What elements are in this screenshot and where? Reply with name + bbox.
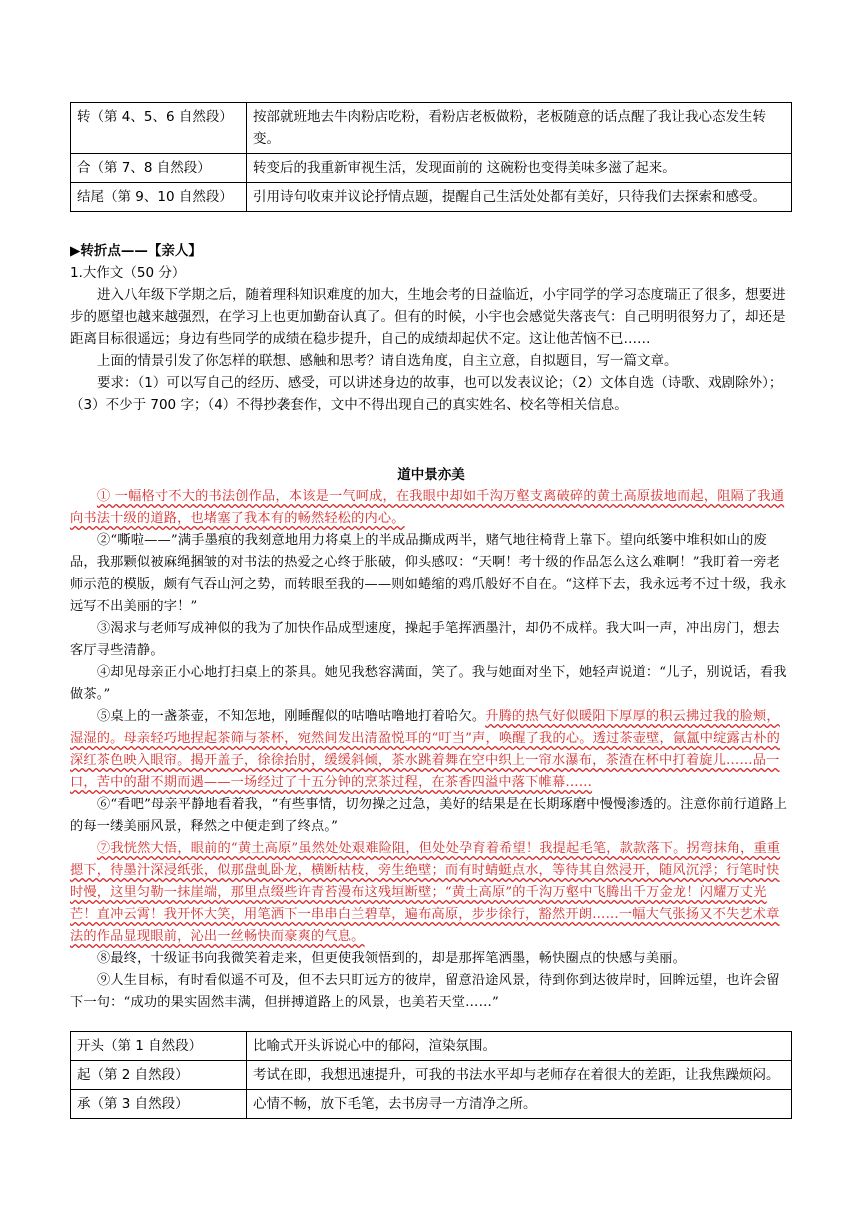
- prompt-paragraph: 进入八年级下学期之后，随着理科知识难度的加大，生地会考的日益临近，小宇同学的学习态度瑞正了很多，想要进步的愿望也越来越强烈，在学习上也更加勤奋认真了。但有的时候，小宇也会感觉失落丧气：自己明明很努力了，却还是距离目标很遥远；身边有些同学的成绩在稳步提升，自己的成绩却起伏不定。这让他苦恼不已……: [70, 287, 786, 347]
- table-row: [71, 103, 792, 154]
- top-outline-table-wrap: [70, 102, 792, 212]
- outline-key: 起（第 2 自然段）: [71, 1061, 247, 1090]
- essay-paragraph: ⑨人生目标，有时看似遥不可及，但不去只盯远方的彼岸，留意沿途风景，待到你到达彼岸时，回眸远望，也许会留下一句：“成功的果实固然丰满，但拼搏道路上的风景，也美若天堂……”: [70, 973, 780, 1010]
- outline-value: 按部就班地去牛肉粉店吃粉，看粉店老板做粉，老板随意的话点醒了我让我心态发生转变。: [247, 103, 792, 154]
- top-outline-table: [70, 102, 792, 212]
- essay-paragraph: [70, 706, 792, 794]
- outline-value: 考试在即，我想迅速提升，可我的书法水平却与老师存在着很大的差距，让我焦躁烦闷。: [247, 1061, 792, 1090]
- essay-text: ⑤桌上的一盏茶壶，不知怎地，刚睡醒似的咕噜咕噜地打着哈欠。: [97, 709, 486, 724]
- bottom-outline-table: [70, 1031, 792, 1119]
- task-section: [70, 240, 792, 416]
- highlighted-text: 升腾的热气好似暖阳下厚厚的积云拂过我的脸颊，湿湿的。母亲轻巧地捏起茶筛与茶杯，宛然间发出清盈悦耳的“叮当”声，唤醒了我的心。透过茶壶壁，氤氲中绽露古朴的深红茶色映入眼帘。揭开盖子，徐徐抬肘，缓缓斜倾，茶水跳着舞在空中织上一帘水瀑布，茶渣在杯中打着旋儿……品一口，苦中的甜不期而遇——一场经过了十五分钟的烹茶过程，在茶香四溢中落下帷幕……: [70, 709, 781, 790]
- outline-key: 合（第 7、8 自然段）: [71, 154, 247, 183]
- essay-paragraph: ⑧最终，十级证书向我微笑着走来，但更使我领悟到的，却是那挥笔洒墨，畅快圈点的快感与美丽。: [97, 951, 687, 966]
- task-title: 1.大作文（50 分）: [70, 265, 186, 281]
- requirements-paragraph: 要求：（1）可以写自己的经历、感受，可以讲述身边的故事，也可以发表议论；（2）文体自选（诗歌、戏剧除外）；（3）不少于 700 字；（4）不得抄袭套作，文中不得出现自己的真实姓名、校名等相关信息。: [70, 375, 783, 413]
- table-row: [71, 154, 792, 183]
- outline-value: 转变后的我重新审视生活，发现面前的 这碗粉也变得美味多滋了起来。: [247, 154, 792, 183]
- essay-body: [70, 486, 792, 1014]
- essay-paragraph: ⑦我恍然大悟，眼前的“黄土高原”虽然处处艰难险阻，但处处孕育着希望！我提起毛笔，款款落下。拐弯抹角，重重摁下，待墨汁深浸纸张，似那盘虬卧龙，横断枯枝，旁生绝壁；而有时蜻蜓点水，等待其自然浸开，随风沉浮；行笔时快时慢，这里匀勒一抹崖端，那里点缀些许青苔漫布这残垣断壁；“黄土高原”的千沟万壑中飞腾出千万金龙！闪耀万丈光芒！直冲云霄！我开怀大笑，用笔洒下一串串白兰碧草，遍布高原，步步徐行，豁然开朗……一幅大气张扬又不失艺术章法的作品显现眼前，沁出一丝畅快而豪爽的气息。: [70, 841, 781, 944]
- outline-key: 承（第 3 自然段）: [71, 1090, 247, 1119]
- section-heading: ▶转折点——【亲人】: [70, 243, 202, 259]
- essay-paragraph: ③渴求与老师写成神似的我为了加快作品成型速度，操起手笔挥洒墨汁，却仍不成样。我大叫一声，冲出房门，想去客厅寻些清静。: [70, 621, 780, 658]
- essay-paragraph: ① 一幅格寸不大的书法创作品，本该是一气呵成，在我眼中却如千沟万壑支离破碎的黄土高原拔地而起，阻隔了我通向书法十级的道路，也堵塞了我本有的畅然轻松的内心。: [70, 489, 785, 526]
- bottom-outline-table-wrap: [70, 1031, 792, 1119]
- essay-paragraph: ②“嘶啦——”满手墨痕的我刻意地用力将桌上的半成品撕成两半，赌气地往椅背上靠下。望向纸篓中堆积如山的废品，我那颗似被麻绳捆皱的对书法的热爱之心终于胀破，仰头感叹：“天啊！考十级的作品怎么这么难啊！”我盯着一旁老师示范的模版，颇有气吞山河之势，而转眼至我的——则如蜷缩的鸡爪般好不自在。“这样下去，我永远考不过十级，我永远写不出美丽的字！”: [70, 533, 787, 614]
- essay-title: 道中景亦美: [397, 467, 465, 483]
- table-row: [71, 183, 792, 212]
- outline-key: 开头（第 1 自然段）: [71, 1032, 247, 1061]
- outline-key: 转（第 4、5、6 自然段）: [71, 103, 247, 154]
- table-row: [71, 1061, 792, 1090]
- table-row: [71, 1032, 792, 1061]
- essay: [70, 464, 792, 1014]
- outline-value: 引用诗句收束并议论抒情点题，提醒自己生活处处都有美好，只待我们去探索和感受。: [247, 183, 792, 212]
- prompt-paragraph: 上面的情景引发了你怎样的联想、感触和思考？请自选角度，自主立意，自拟题目，写一篇文章。: [97, 353, 678, 369]
- essay-paragraph: ④却见母亲正小心地打扫桌上的茶具。她见我愁容满面，笑了。我与她面对坐下，她轻声说道：“儿子，别说话，看我做茶。”: [70, 665, 787, 702]
- essay-paragraph: ⑥“看吧”母亲平静地看着我，“有些事情，切勿操之过急，美好的结果是在长期琢磨中慢慢渗透的。注意你前行道路上的每一缕美丽风景，释然之中便走到了终点。”: [70, 797, 788, 834]
- outline-value: 比喻式开头诉说心中的郁闷，渲染氛围。: [247, 1032, 792, 1061]
- outline-key: 结尾（第 9、10 自然段）: [71, 183, 247, 212]
- table-row: [71, 1090, 792, 1119]
- outline-value: 心情不畅，放下毛笔，去书房寻一方清净之所。: [247, 1090, 792, 1119]
